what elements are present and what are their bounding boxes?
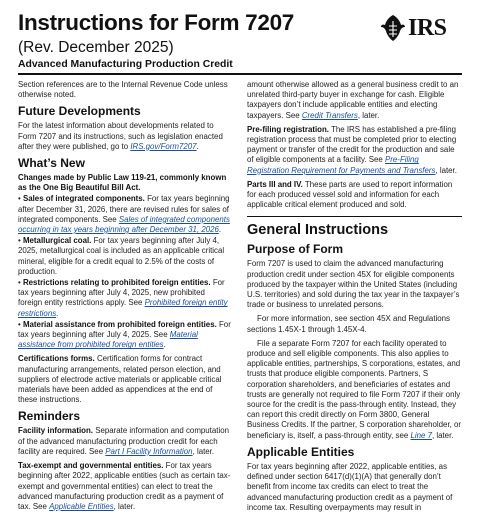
- future-developments-text: For the latest information about developments related to Form 7207 and its instructions, such as legislation enacted after they were published, go to IRS.gov/Form7207.: [18, 121, 223, 151]
- document-subtitle: Advanced Manufacturing Production Credit: [18, 59, 233, 70]
- line7-link[interactable]: Line 7: [410, 430, 432, 440]
- tax-exempt-text: Tax-exempt and governmental entities. For tax years beginning after 2022, applicable entities (such as certain tax-exempt and governmental entities) can elect to treat the advanced manufacturing production credit as a payment of tax. See Applicable Entities, later.: [18, 461, 231, 511]
- parts-text: Parts III and IV. These parts are used to report information for each produced vessel sold and information for each applicable critical element produced and sold.: [247, 179, 453, 210]
- facility-info-text: Facility information. Separate information and computation of the advanced manufacturing production credit for each facility are required. See Part I Facility Information, later.: [18, 426, 229, 456]
- purpose-heading: Purpose of Form: [247, 242, 344, 257]
- changes-lead: Changes made by Public Law 119-21, commonly known as the One Big Beautiful Bill Act.: [18, 173, 227, 193]
- purpose-paragraph-3: File a separate Form 7207 for each facility operated to produce and sell eligible components. This also applies to applicable entities, partnerships, S corporations, estates, and trusts that produce eligible components. Partners, S corporation shareholders, and beneficiaries of estates and trusts are generally not required to file Form 7207 if their only source for the credit is the pass-through entity. Instead, they can report this credit directly on Form 3800, General Business Credits. If the partner, S corporation shareholder, or beneficiary is, itself, a pass-through entity, see Line 7, later.: [247, 338, 462, 440]
- intro-text: Section references are to the Internal Revenue Code unless otherwise noted.: [18, 80, 228, 100]
- left-column: [18, 80, 231, 516]
- purpose-paragraph-1: Form 7207 is used to claim the advanced manufacturing production credit under section 45X for eligible components produced by the taxpayer within the United States (including U.S. territories) and sold during the tax year in the taxpayer’s trade or business to unrelated persons.: [247, 259, 460, 310]
- pre-filing-link[interactable]: Pre-Filing Registration Requirement for Payments and Transfers: [247, 155, 436, 175]
- bullet-metallurgical-coal: • Metallurgical coal. For tax years beginning after July 4, 2025, metallurgical coal is included as an applicable critical mineral, eligible for a credit equal to 2.5% of the costs of production.: [18, 236, 225, 276]
- document-revision: (Rev. December 2025): [18, 39, 174, 56]
- pre-filing-text: Pre-filing registration. The IRS has established a pre-filing registration process that must be completed prior to electing payment or transfer of the credit for the production and sale of eligible components at a facility. See Pre-Filing Registration Requirement for Payments and Transfers, later.: [247, 124, 457, 175]
- applicable-entities-heading: Applicable Entities: [247, 444, 355, 459]
- bullet-integrated-components: • Sales of integrated components. For tax years beginning after December 31, 2026, there are revised rules for sales of integrated components. See Sales of integrated components occurring in tax years beginning after December 31, 2026.: [18, 194, 230, 235]
- header-rule: [18, 73, 462, 75]
- credit-transfers-link[interactable]: Credit Transfers: [301, 110, 358, 120]
- reminders-heading: Reminders: [18, 409, 81, 424]
- future-developments-heading: Future Developments: [18, 104, 141, 119]
- bullet-prohibited-foreign: • Restrictions relating to prohibited foreign entities. For tax years beginning after July 4, 2025, new prohibited foreign entity restrictions apply. See Prohibited foreign entity restrictions.: [18, 278, 228, 318]
- part1-facility-link[interactable]: Part I Facility Information: [105, 446, 193, 456]
- irs-wordmark: IRS: [408, 14, 447, 41]
- purpose-paragraph-2: For more information, see section 45X and Regulations sections 1.45X-1 through 1.45X-4.: [247, 314, 450, 334]
- general-instructions-rule: [247, 216, 462, 217]
- certifications-text: Certifications forms. Certification forms for contract manufacturing arrangements, related person election, and suppliers of electrode active materials or applicable critical materials have been added as appendices at the end of these instructions.: [18, 354, 222, 405]
- irs-logo: [380, 12, 462, 44]
- integrated-components-link[interactable]: Sales of integrated components occurring in tax years beginning after December 31, 2026: [18, 214, 230, 235]
- applicable-entities-link[interactable]: Applicable Entities: [49, 501, 114, 511]
- document-title: Instructions for Form 7207: [18, 10, 295, 35]
- right-column: [247, 80, 462, 517]
- eagle-icon: [380, 13, 406, 43]
- credit-transfer-text: amount otherwise allowed as a general business credit to an unrelated third-party buyer in exchange for cash. Eligible taxpayers don’t include applicable entities and electing taxpayers. See Credit Transfers, later.: [247, 80, 459, 120]
- applicable-entities-text: For tax years beginning after 2022, applicable entities, as defined under section 6417(d)(1)(A) that generally don’t benefit from income tax credits can elect to treat the advanced manufacturing production credit as a payment of income tax. Resulting overpayments may result in: [247, 461, 453, 512]
- bullet-material-assistance: • Material assistance from prohibited foreign entities. For tax years beginning after July 4, 2025. See Material assistance from prohibited foreign entities.: [18, 319, 231, 350]
- prohibited-foreign-link[interactable]: Prohibited foreign entity restrictions: [18, 298, 228, 318]
- document-header: [18, 10, 462, 74]
- general-instructions-heading: General Instructions: [247, 222, 389, 239]
- material-assistance-link[interactable]: Material assistance from prohibited foreign entities: [18, 330, 198, 350]
- irs-gov-form7207-link[interactable]: IRS.gov/Form7207: [130, 141, 197, 151]
- whats-new-heading: What’s New: [18, 156, 85, 171]
